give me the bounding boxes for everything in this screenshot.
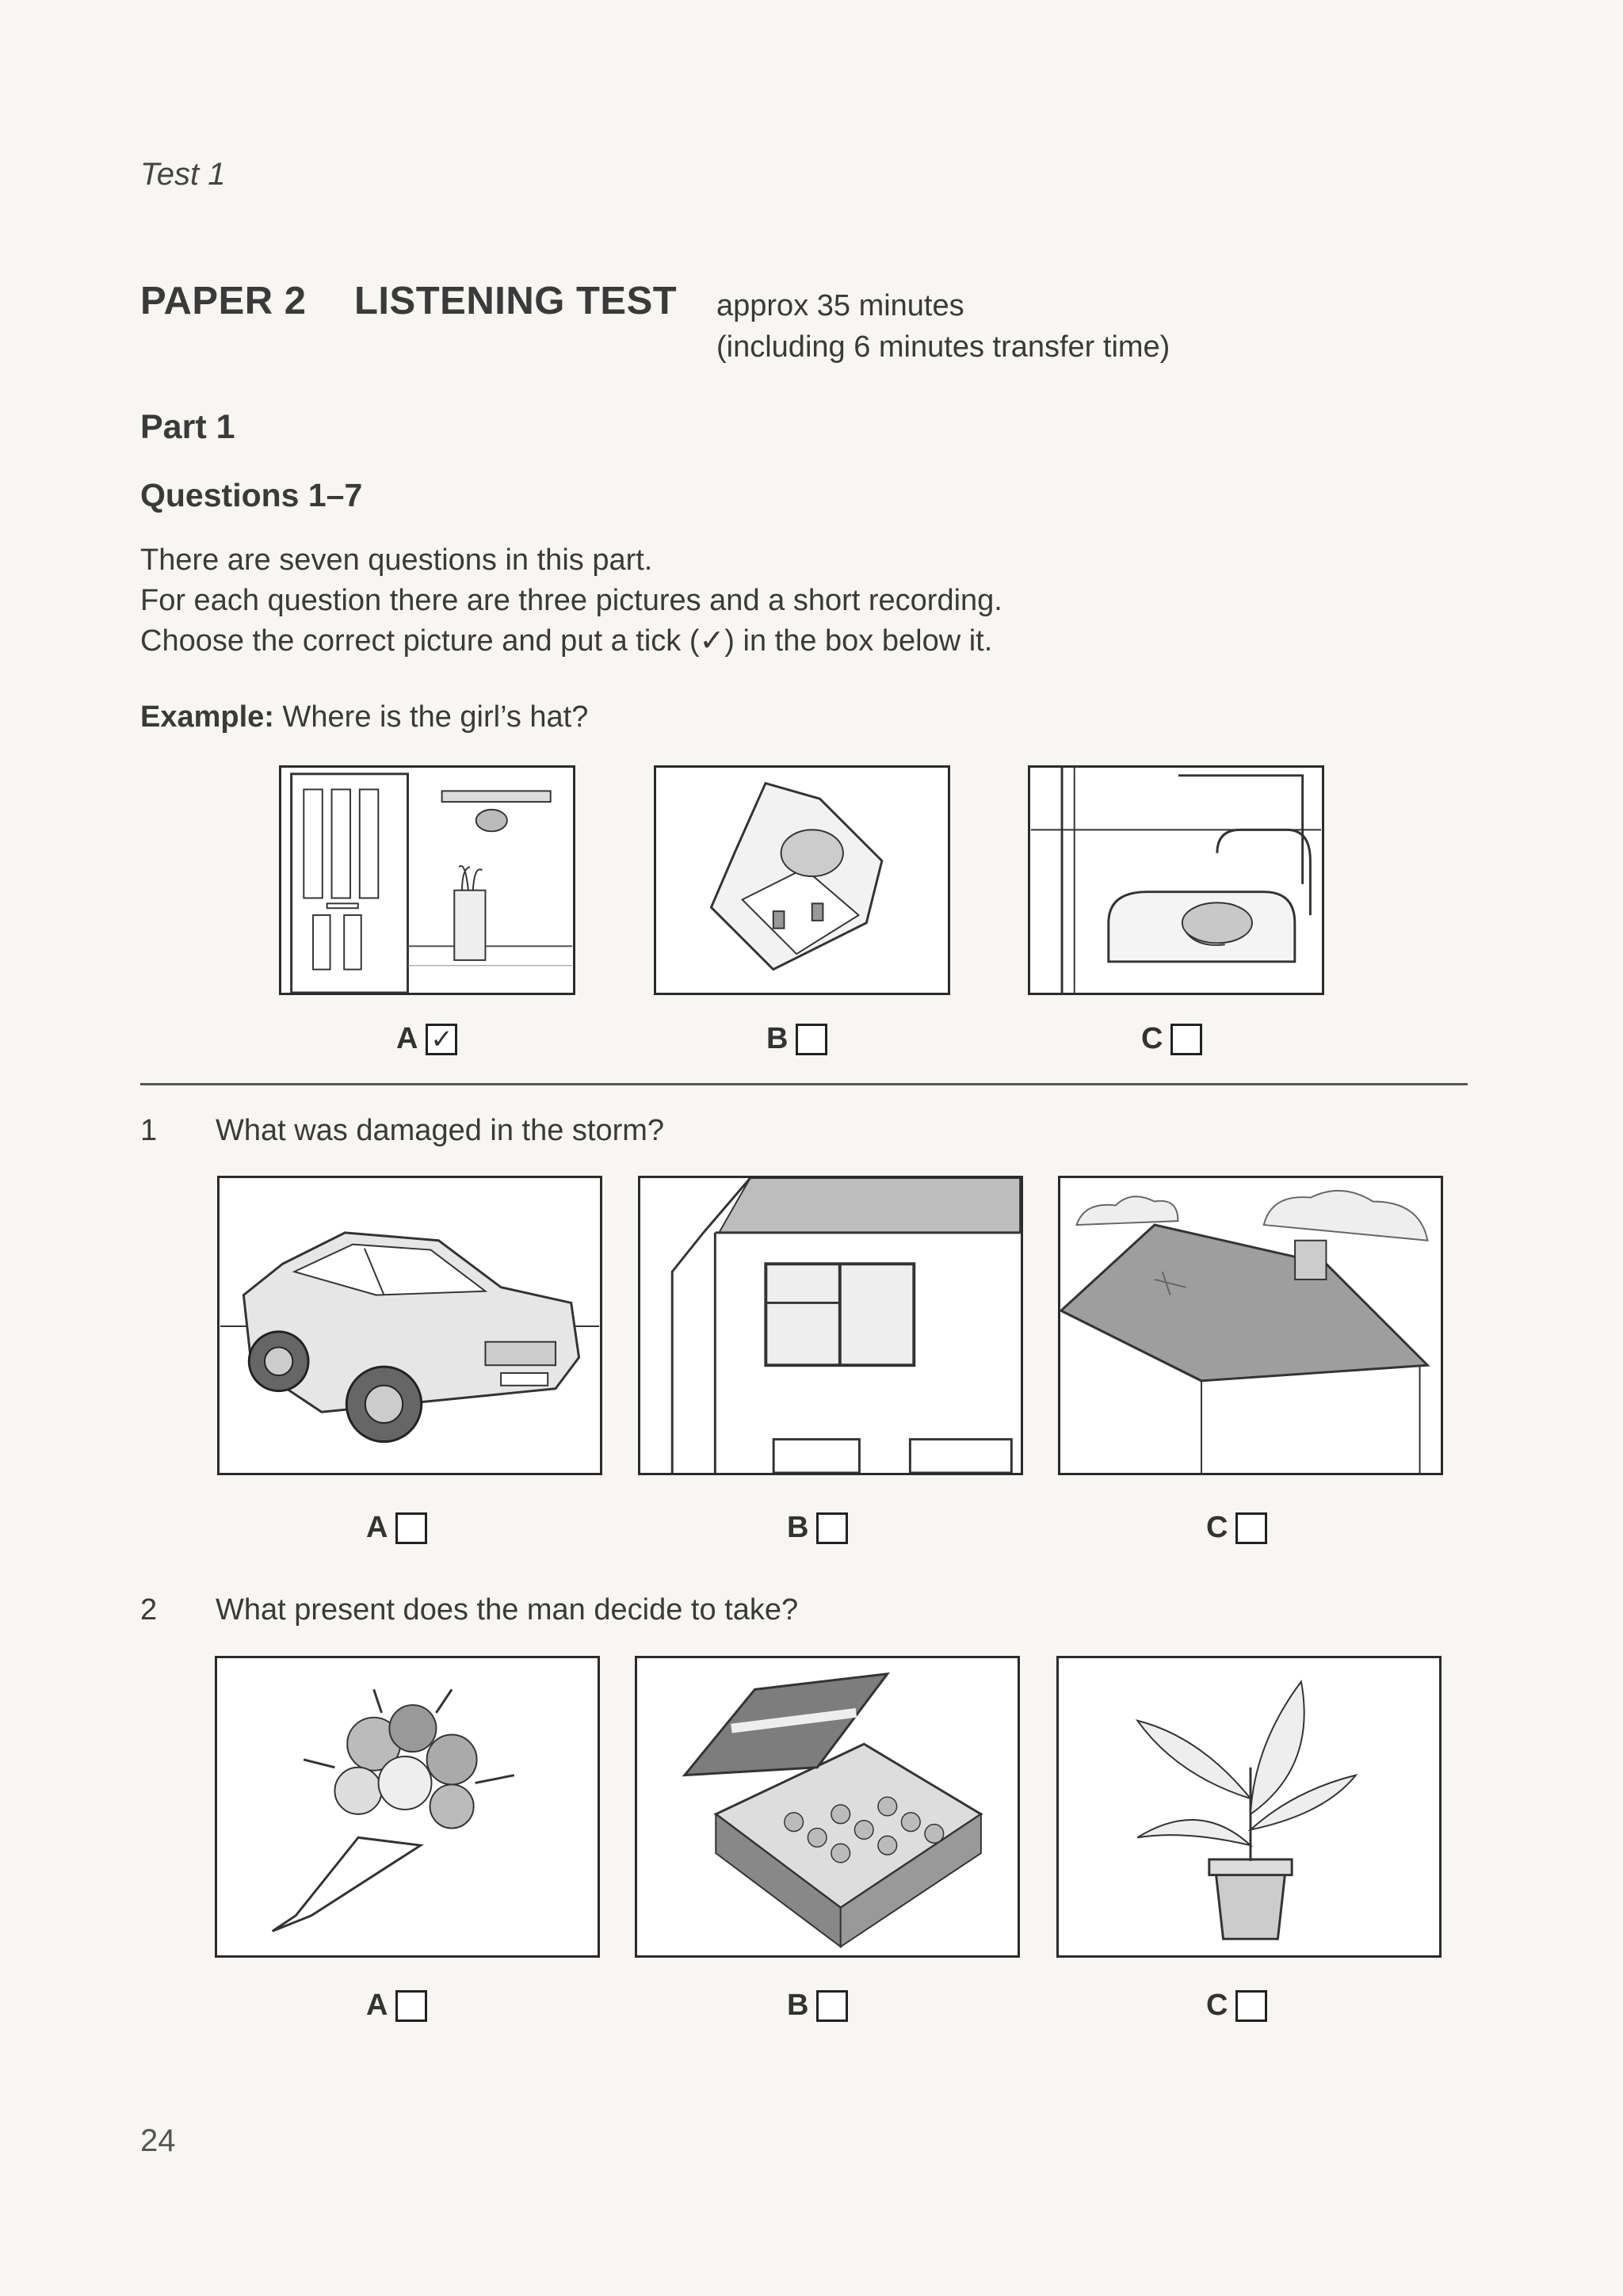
running-head: Test 1 xyxy=(140,157,226,192)
example-picture-a xyxy=(279,765,575,995)
page-number: 24 xyxy=(140,2123,176,2158)
question-text: What present does the man decide to take? xyxy=(216,1593,799,1627)
q1-option-c[interactable] xyxy=(1206,1511,1267,1545)
q2-picture-a xyxy=(215,1656,600,1958)
duration-line: (including 6 minutes transfer time) xyxy=(716,330,1170,364)
q2-picture-b xyxy=(635,1656,1020,1958)
duration-line: approx 35 minutes xyxy=(716,289,964,322)
option-letter: A xyxy=(366,1511,388,1544)
instruction-line: There are seven questions in this part. xyxy=(140,543,653,577)
instruction-line: For each question there are three pictures and a short recording. xyxy=(140,584,1002,617)
example-question-text: Where is the girl’s hat? xyxy=(282,700,589,734)
example-label: Example: xyxy=(140,700,274,734)
option-letter: A xyxy=(396,1022,418,1055)
example-question xyxy=(140,700,588,734)
answer-checkbox[interactable] xyxy=(395,1512,427,1544)
roof-illustration xyxy=(1060,1178,1441,1473)
q2-option-b[interactable] xyxy=(787,1989,848,2023)
q1-option-b[interactable] xyxy=(787,1511,848,1545)
answer-checkbox[interactable] xyxy=(796,1024,827,1055)
potted-plant-illustration xyxy=(1059,1658,1439,1955)
question-number: 1 xyxy=(140,1114,158,1147)
option-letter: B xyxy=(766,1022,789,1055)
box-of-chocolates-illustration xyxy=(637,1658,1018,1955)
option-letter: B xyxy=(787,1989,809,2022)
q1-picture-a xyxy=(217,1176,602,1475)
example-option-a[interactable] xyxy=(396,1022,457,1056)
option-letter: C xyxy=(1206,1989,1228,2022)
answer-checkbox[interactable]: ✓ xyxy=(426,1024,457,1055)
question-text: What was damaged in the storm? xyxy=(216,1114,665,1147)
answer-checkbox[interactable] xyxy=(1170,1024,1202,1055)
car-illustration xyxy=(220,1178,600,1473)
flowers-illustration xyxy=(217,1658,598,1955)
answer-checkbox[interactable] xyxy=(1235,1512,1267,1544)
q1-picture-c xyxy=(1058,1176,1443,1475)
q1-picture-b xyxy=(638,1176,1023,1475)
example-picture-c xyxy=(1028,765,1324,995)
option-letter: C xyxy=(1141,1022,1163,1055)
example-option-b[interactable] xyxy=(766,1022,827,1056)
answer-checkbox[interactable] xyxy=(1235,1990,1267,2022)
hat-in-school-bag-illustration xyxy=(656,768,948,993)
option-letter: C xyxy=(1206,1511,1228,1544)
example-option-c[interactable] xyxy=(1141,1022,1202,1056)
answer-checkbox[interactable] xyxy=(816,1990,848,2022)
section-title: LISTENING TEST xyxy=(354,280,678,322)
option-letter: A xyxy=(366,1989,388,2022)
instruction-line: Choose the correct picture and put a tick (✓) in the box below it. xyxy=(140,624,993,658)
answer-checkbox[interactable] xyxy=(816,1512,848,1544)
q2-option-a[interactable] xyxy=(366,1989,427,2023)
q2-option-c[interactable] xyxy=(1206,1989,1267,2023)
q1-option-a[interactable] xyxy=(366,1511,427,1545)
questions-range: Questions 1–7 xyxy=(140,477,363,513)
paper-title: PAPER 2 xyxy=(140,280,307,322)
part-title: Part 1 xyxy=(140,408,235,446)
instructions xyxy=(140,540,1002,662)
question-number: 2 xyxy=(140,1593,158,1627)
hat-on-bus-seat-illustration xyxy=(1030,768,1322,993)
section-divider xyxy=(140,1083,1468,1085)
example-picture-b xyxy=(654,765,950,995)
option-letter: B xyxy=(787,1511,809,1544)
hat-on-coat-hook-illustration xyxy=(281,768,573,993)
answer-checkbox[interactable] xyxy=(395,1990,427,2022)
duration-note xyxy=(716,285,1170,368)
house-window-illustration xyxy=(640,1178,1021,1473)
q2-picture-c xyxy=(1056,1656,1442,1958)
